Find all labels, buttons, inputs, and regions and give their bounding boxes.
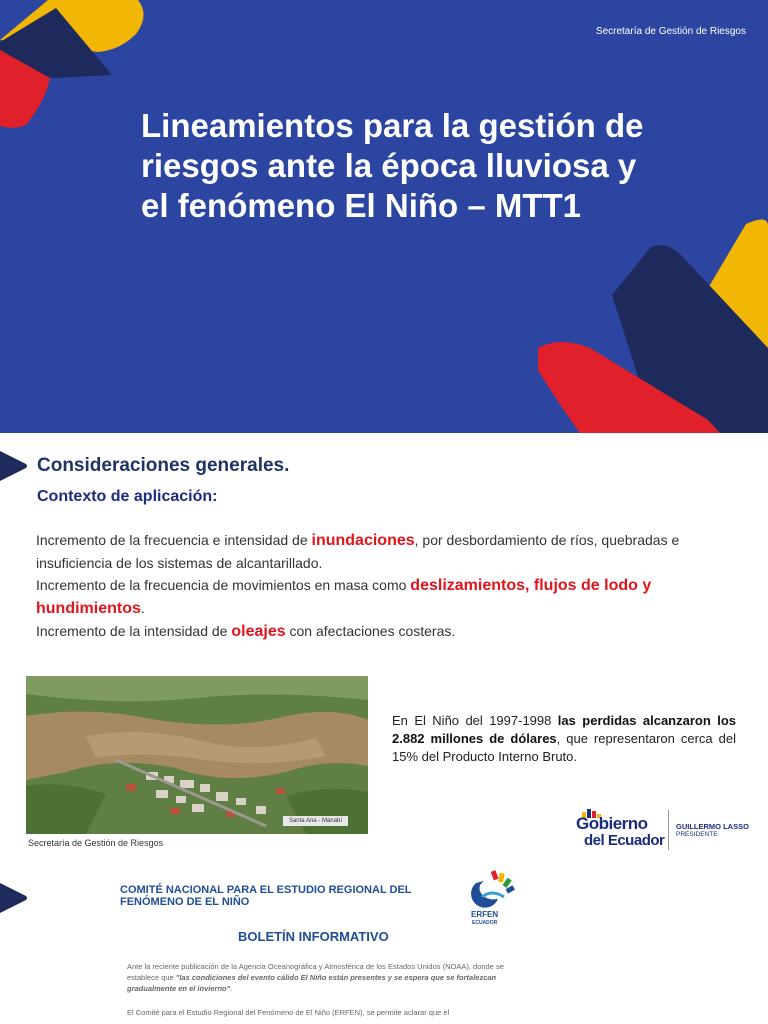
context-line-floods <box>36 529 726 574</box>
text-span: Incremento de la intensidad de <box>36 623 232 639</box>
loss-highlight: las perdidas alcanzaron los 2.882 millones de dólares <box>392 713 736 746</box>
title-slide <box>0 0 768 433</box>
text-span: , por desbordamiento de ríos, quebradas e insuficiencia de los sistemas de alcantarillado. <box>36 532 680 571</box>
text-span: . <box>140 600 145 616</box>
government-logo-line1: Gobierno <box>576 814 648 833</box>
president-title: PRESIDENTE <box>676 831 718 838</box>
president-name: GUILLERMO LASSO <box>676 822 749 831</box>
context-paragraph <box>36 529 726 643</box>
highlight-floods: inundaciones <box>311 532 415 549</box>
highlight-waves: oleajes <box>231 623 286 640</box>
erfen-logo-country: ECUADOR <box>472 920 498 926</box>
text-span: , que representaron cerca del 15% del Producto Interno Bruto. <box>392 731 736 764</box>
committee-name: COMITÉ NACIONAL PARA EL ESTUDIO REGIONAL DEL FENÓMENO DE EL NIÑO <box>120 884 412 908</box>
flood-aerial-photo <box>26 676 368 834</box>
bulletin-heading: BOLETÍN INFORMATIVO <box>238 929 389 944</box>
slide-title: Lineamientos para la gestión de riesgos ante la época lluviosa y el fenómeno El Niño – MTT1 <box>141 107 644 224</box>
bulletin-paragraph-1 <box>127 961 515 994</box>
bulletin-paragraph-2: El Comité para el Estudio Regional del Fenómeno de El Niño (ERFEN), se permite aclarar que el <box>127 1008 450 1017</box>
organization-name: Secretaría de Gestión de Riesgos <box>595 26 746 37</box>
government-logo <box>574 806 754 856</box>
noaa-quote: "las condiciones del evento cálido El Niño están presentes y se espera que se fortalezcan gradualmente en el invierno" <box>127 973 497 993</box>
text-span: Incremento de la frecuencia de movimientos en masa como <box>36 577 411 593</box>
context-line-waves <box>36 620 726 643</box>
section-subheading: Contexto de aplicación: <box>37 488 218 505</box>
section-heading: Consideraciones generales. <box>37 455 290 476</box>
government-logo-line2: del Ecuador <box>584 832 665 849</box>
text-span: Ante la reciente publicación de la Agencia Oceanográfica y Atmosférica de los Estados Unidos (NOAA), donde se establece que <box>127 962 504 982</box>
arrow-bullet-icon <box>0 883 30 913</box>
photo-credit: Secretaría de Gestión de Riesgos <box>28 838 164 848</box>
economic-loss-statement <box>392 712 736 766</box>
context-slide <box>0 433 768 857</box>
context-line-landslides <box>36 574 726 620</box>
erfen-wave-icon <box>462 867 522 911</box>
highlight-landslides: deslizamientos, flujos de lodo y hundimientos <box>36 577 652 617</box>
text-span: En El Niño del 1997-1998 <box>392 713 558 728</box>
erfen-logo <box>462 867 522 929</box>
flood-photo-illustration <box>26 676 368 834</box>
text-span: . <box>230 984 233 993</box>
erfen-logo-name: ERFEN <box>471 910 499 919</box>
text-span: con afectaciones costeras. <box>285 623 456 639</box>
bulletin-slide <box>0 857 768 1024</box>
logo-divider <box>668 810 669 850</box>
arrow-bullet-icon <box>0 451 30 481</box>
text-span: Incremento de la frecuencia e intensidad de <box>36 532 312 548</box>
photo-caption: Santa Ana - Manabí <box>283 816 348 826</box>
